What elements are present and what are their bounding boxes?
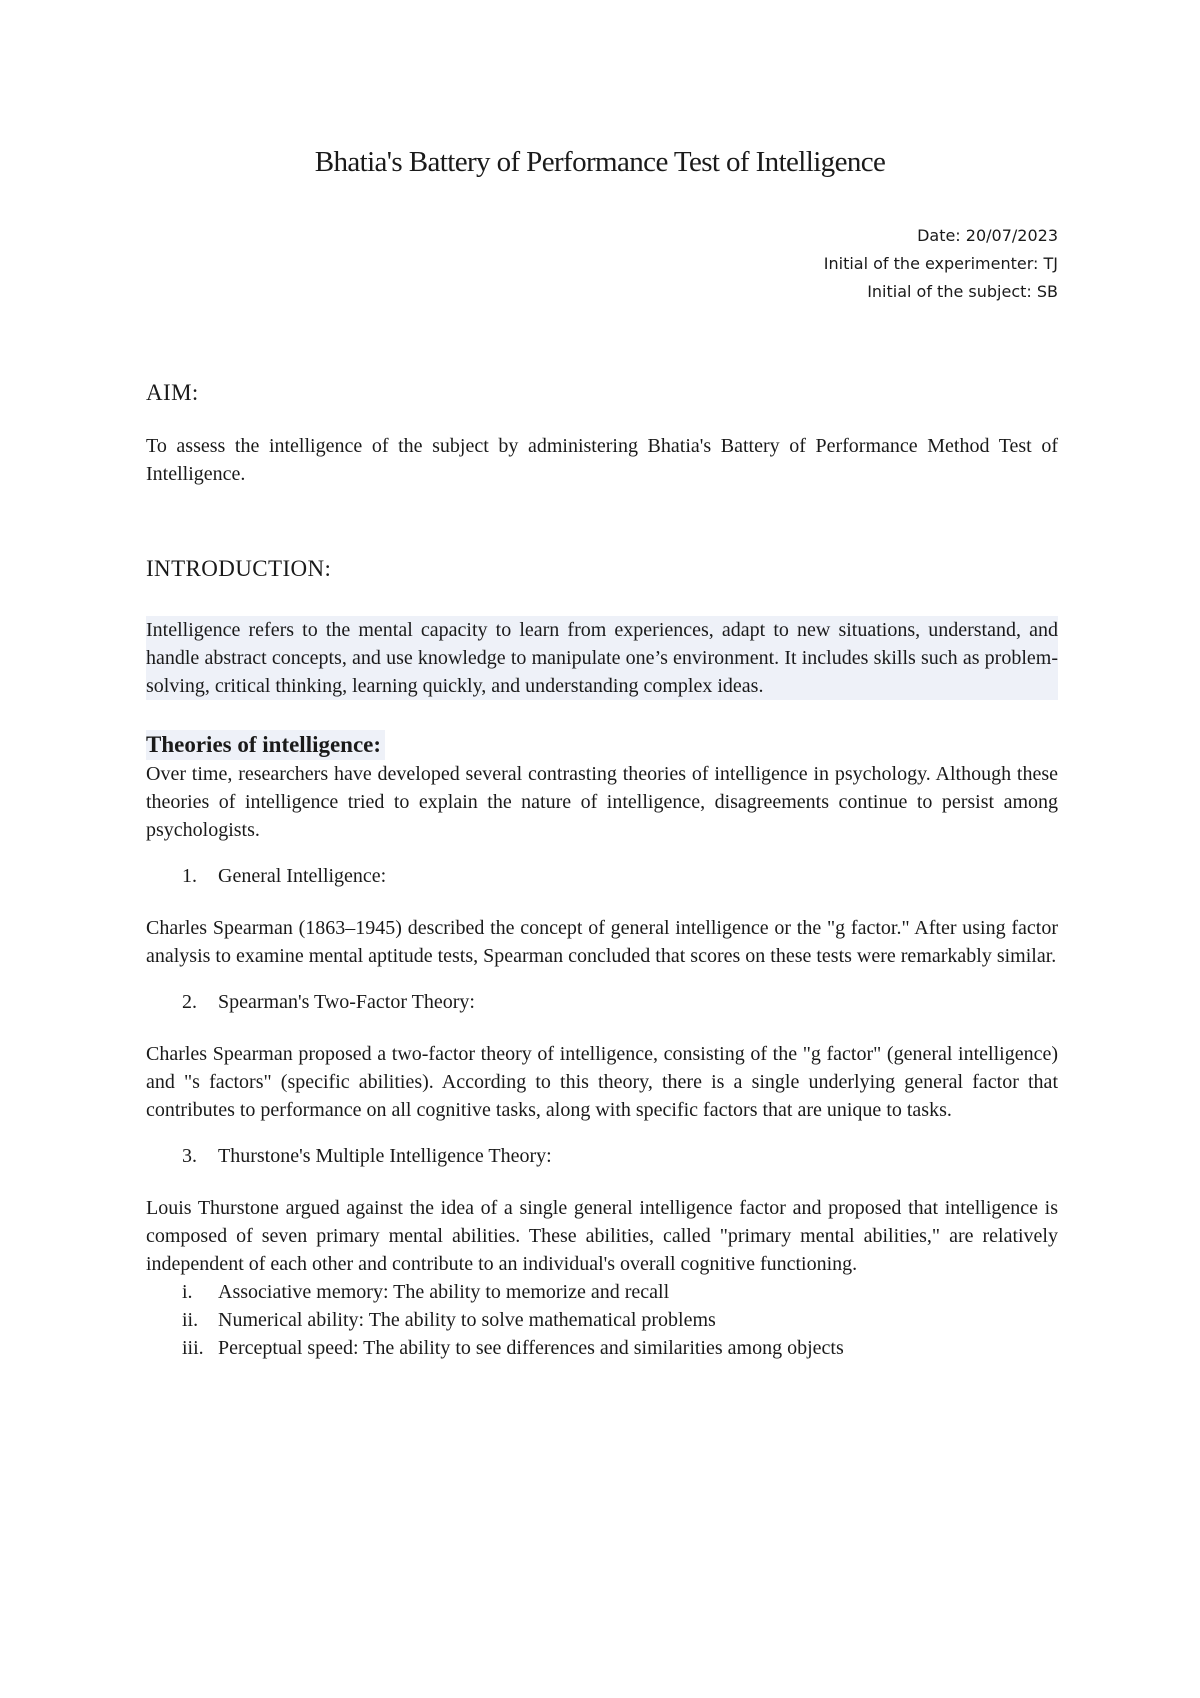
date-line: Date: 20/07/2023 — [917, 226, 1058, 245]
theory-item — [146, 988, 1058, 1124]
ability-text: Associative memory: The ability to memorize and recall — [218, 1281, 670, 1303]
aim-text: To assess the intelligence of the subject by administering Bhatia's Battery of Performance Method Test of Intelligence. — [146, 435, 1058, 485]
experiment-meta — [824, 222, 1058, 306]
experimenter-initial-line: Initial of the experimenter: TJ — [823, 254, 1058, 273]
theories-list — [146, 862, 1058, 1278]
theory-label: Spearman's Two-Factor Theory: — [218, 991, 475, 1013]
list-item — [146, 1306, 1058, 1334]
theories-heading: Theories of intelligence: — [146, 730, 385, 760]
list-item — [146, 1334, 1058, 1362]
subject-initial-line: Initial of the subject: SB — [867, 282, 1058, 301]
aim-heading: AIM: — [146, 380, 199, 405]
list-marker: iii. — [182, 1337, 204, 1359]
list-item — [146, 1278, 1058, 1306]
theories-text: Over time, researchers have developed several contrasting theories of intelligence in psychology. Although these theories of intelligence tried to explain the nature of intelligence, disagreements continue to persist among psychologists. — [146, 763, 1058, 841]
ability-text: Numerical ability: The ability to solve mathematical problems — [218, 1309, 716, 1331]
introduction-heading: INTRODUCTION: — [146, 556, 332, 581]
list-marker: 3. — [182, 1145, 197, 1167]
list-marker: i. — [182, 1281, 193, 1303]
list-marker: ii. — [182, 1309, 199, 1331]
theory-label: Thurstone's Multiple Intelligence Theory: — [218, 1145, 552, 1167]
theory-item — [146, 1142, 1058, 1278]
ability-text: Perceptual speed: The ability to see differences and similarities among objects — [218, 1337, 844, 1359]
primary-abilities-list — [146, 1278, 1058, 1362]
document-title: Bhatia's Battery of Performance Test of Intelligence — [314, 146, 886, 178]
theory-text: Louis Thurstone argued against the idea of a single general intelligence factor and proposed that intelligence is composed of seven primary mental abilities. These abilities, called "primary mental abilities," are relatively independent of each other and contribute to an individual's overall cognitive functioning. — [146, 1197, 1058, 1275]
theory-text: Charles Spearman (1863–1945) described the concept of general intelligence or the "g factor." After using factor analysis to examine mental aptitude tests, Spearman concluded that scores on these tests were remarkably similar. — [146, 917, 1058, 967]
theory-item — [146, 862, 1058, 970]
theory-label: General Intelligence: — [218, 865, 387, 887]
theory-text: Charles Spearman proposed a two-factor theory of intelligence, consisting of the "g factor" (general intelligence) and "s factors" (specific abilities). According to this theory, there is a single underlying general factor that contributes to performance on all cognitive tasks, along with specific factors that are unique to tasks. — [146, 1043, 1058, 1121]
list-marker: 1. — [182, 865, 197, 887]
list-marker: 2. — [182, 991, 197, 1013]
introduction-text: Intelligence refers to the mental capacity to learn from experiences, adapt to new situations, understand, and handle abstract concepts, and use knowledge to manipulate one’s environment. It includes skills such as problem-solving, critical thinking, learning quickly, and understanding complex ideas. — [146, 616, 1058, 700]
document-body — [146, 378, 1058, 1362]
